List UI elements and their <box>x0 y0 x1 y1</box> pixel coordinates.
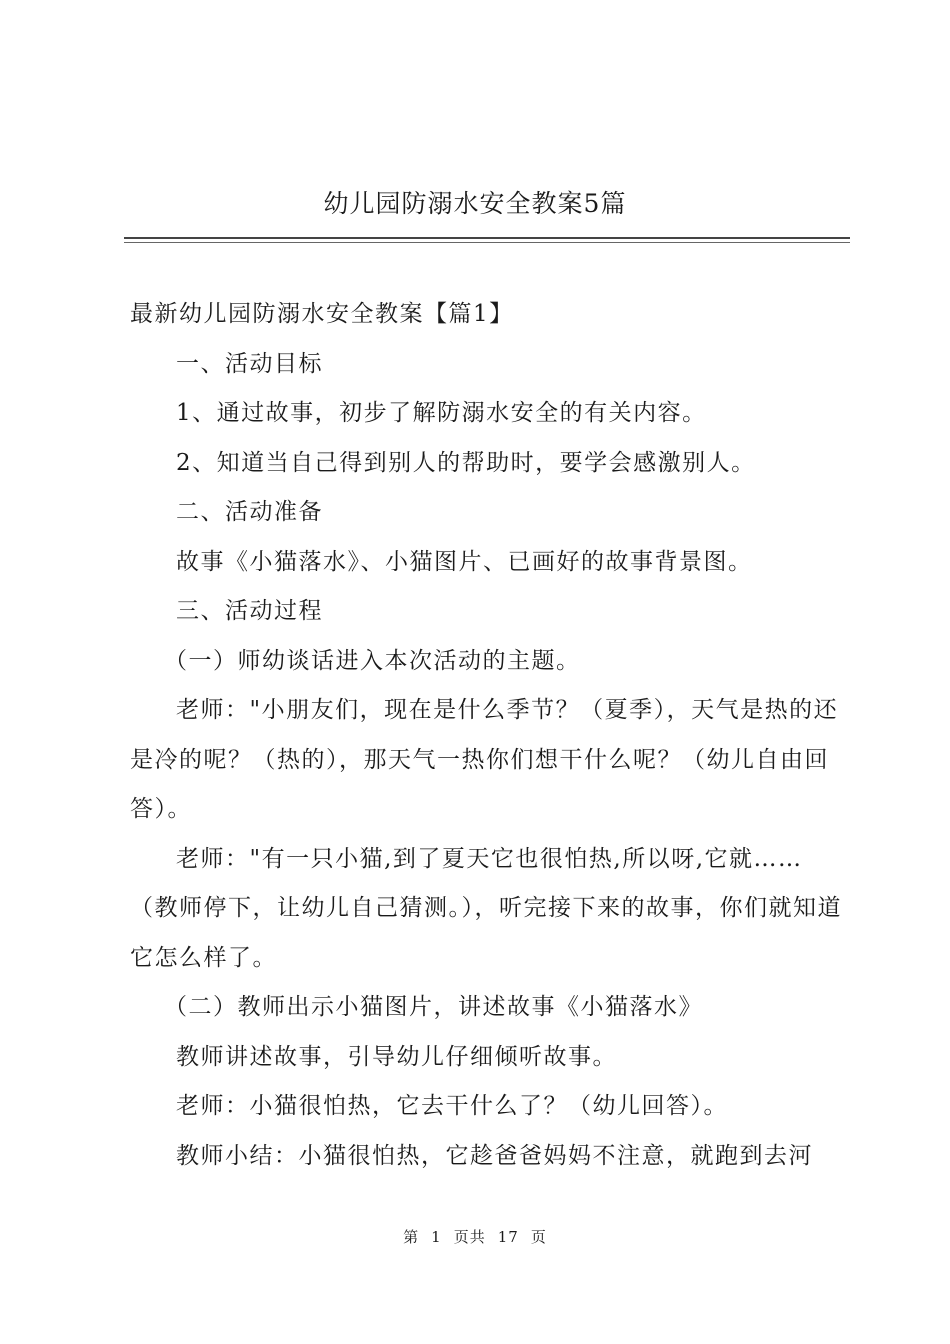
footer-total-pages: 17 <box>497 1228 519 1246</box>
paragraph: 2、知道当自己得到别人的帮助时，要学会感激别人。 <box>176 449 756 476</box>
paragraph: 老师：小猫很怕热，它去干什么了？（幼儿回答）。 <box>176 1093 728 1119</box>
title-divider-thin <box>124 242 850 243</box>
paragraph: 故事《小猫落水》、小猫图片、已画好的故事背景图。 <box>176 548 753 575</box>
paragraph: 三、活动过程 <box>176 598 323 624</box>
title-divider <box>124 237 850 239</box>
footer-middle: 页共 <box>453 1228 486 1246</box>
paragraph: （一）师幼谈话进入本次活动的主题。 <box>164 647 581 674</box>
paragraph: 二、活动准备 <box>176 499 323 525</box>
footer-suffix: 页 <box>530 1228 547 1246</box>
footer-prefix: 第 <box>403 1228 420 1246</box>
footer-current-page: 1 <box>431 1228 442 1246</box>
paragraph: 老师："小朋友们，现在是什么季节？（夏季），天气是热的还是冷的呢？（热的），那天气一热你们想干什么呢？（幼儿自由回答）。 <box>130 697 839 822</box>
paragraph: 教师讲述故事，引导幼儿仔细倾听故事。 <box>176 1043 617 1070</box>
paragraph: 1、通过故事，初步了解防溺水安全的有关内容。 <box>176 400 707 426</box>
paragraph: （二）教师出示小猫图片，讲述故事《小猫落水》 <box>164 994 703 1020</box>
document-title: 幼儿园防溺水安全教案5篇 <box>323 189 627 218</box>
document-body <box>130 290 850 1181</box>
section-heading: 最新幼儿园防溺水安全教案【篇1】 <box>130 301 514 327</box>
paragraph: 教师小结：小猫很怕热，它趁爸爸妈妈不注意，就跑到去河 <box>176 1142 813 1169</box>
page-footer <box>0 1226 950 1248</box>
paragraph: 老师："有一只小猫,到了夏天它也很怕热,所以呀,它就……（教师停下，让幼儿自己猜测。），听完接下来的故事，你们就知道它怎么样了。 <box>130 845 842 971</box>
paragraph: 一、活动目标 <box>176 350 323 377</box>
